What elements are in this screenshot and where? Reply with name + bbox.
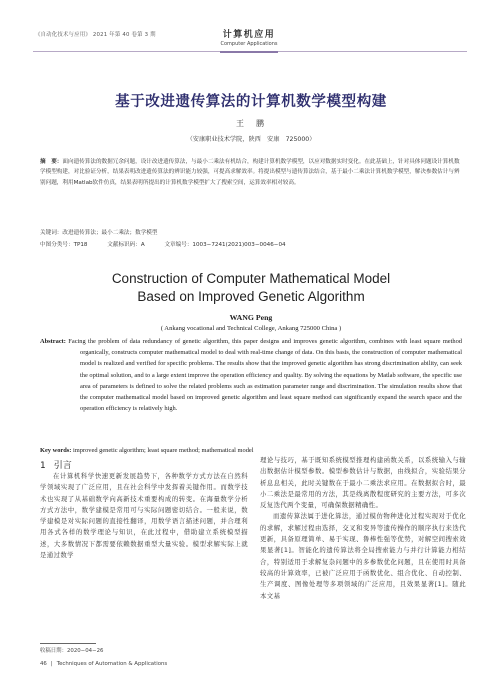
page-number: 46 [40, 661, 47, 667]
intro-paragraph-1-cont: 理论与技巧，基于既知系统模型推理构建函数关系，以系统输入与输出数据估计模型参数。模型参数估计与数据，由线拟合，实验结果分析息息相关，此时关键数在于最小二乘法求应用。在数据拟合时，最小二乘法是最常用的方法，其是线离散程度研究的主要方法，可多次反复迭代两个变量，可确保数据精确性。 [260, 456, 466, 510]
section-title: 引言 [53, 461, 72, 471]
body-column-left [40, 471, 248, 561]
paper-title-cn: 基于改进遗传算法的计算机数学模型构建 [115, 94, 387, 110]
header-accent-bar [220, 51, 278, 53]
section-title-en: Computer Applications [220, 41, 278, 47]
intro-paragraph-2: 而遗传算法属于进化算法，通过模仿物种进化过程实现对于优化的求解，求解过程由选择，交叉和变异等遗传操作的顺序执行来迭代更新，具备原理简单、易于实现、鲁棒性强等优势，对解空间搜索效果显著[1]。智能化的遗传算法将全局搜索能力与并行计算能力相结合，特别适用于求解复杂问题中的多参数优化问题，且在使用时具备较高的计算效率，已被广泛应用于函数优化、组合优化、自动控制、生产调度、图像处理等多项领域的广泛应用，且效果显著[1]。随此本文基 [260, 512, 466, 600]
keywords-cn-label: 关键词： [40, 230, 63, 236]
body-column-right [260, 455, 466, 602]
paper-title-en-line1: Construction of Computer Mathematical Model [111, 271, 391, 286]
keywords-en-text: improved genetic algorithm; least square method; mathematical model [73, 447, 254, 454]
author-en: WANG Peng [229, 313, 273, 322]
paper-title-en [0, 270, 502, 306]
journal-issue-header: 《自动化技术与应用》 2021 年第 40 卷第 3 期 [35, 32, 156, 38]
classification-meta [40, 240, 304, 248]
affiliation-cn: （安康职业技术学院，陕西 安康 725000） [186, 136, 316, 143]
abstract-en [40, 336, 462, 414]
abstract-cn-text: 面向遗传算法的数据冗余问题，设计改进遗传算法，与最小二乘法有机结合，构建计算机数学模型，以应对数据实时变化。在此基础上，针对具体问题设计算机数学模型构建，对比验证分析，结果表明改进遗传算法的辨识能力较强，可提高求解效率。将提出模型与遗传算法结合，基于最小二乘法计算机数学模型，解决参数估计与辨别问题，利用Matlab软件仿真，结果表明所提出的计算机数学模型扩大了搜索空间，运算效率相对较高。 [40, 159, 460, 186]
abstract-cn [40, 157, 460, 188]
intro-paragraph-1: 在计算机科学快速更新发展趋势下，各种数学方式方法在自然科学领域实现了广泛应用，且在社会科学中发挥着关键作用。而数学技术也实现了从基础数学向高新技术重要构成的转变。在海量数学分析方式方法中，数学建模是常用可与实际问题密切结合。一般来说，数学建模是对实际问题的直接性翻译，用数学语言描述问题，并合理利用各式各样的数学理论与知识，在此过程中，借助建立系统模型描述，大多数情况下都需要依赖数据重型大量实验。模型求解实际上就是通过数学 [40, 472, 248, 560]
author-cn: 王 鹏 [236, 119, 266, 128]
footnote-rule [40, 643, 96, 644]
paper-title-en-line2: Based on Improved Genetic Algorithm [137, 289, 365, 304]
received-date-footnote: 收稿日期：2020−04−26 [40, 648, 104, 654]
section-title-cn: 计算机应用 [222, 30, 276, 40]
abstract-en-text: Facing the problem of data redundancy of genetic algorithm, this paper designs and improves genetic algorithm, combines with least square method organically, constructs computer mathematical model to deal with real-time change of data. On this basis, the construction of computer mathematical model is realized and verified for specific problems. The results show that the improved genetic algorithm has strong discrimination ability, can seek the optimal solution, and to a large extent improve the operation efficiency and quality. By solving the equations by Matlab software, the specific use area of parameters is defined to solve the related problems such as estimation parameter range and discrimination. The simulation results show that the computer mathematical model based on improved genetic algorithm and least square method can significantly expand the search space and the operation efficiency is relatively high. [68, 338, 462, 413]
article-number: 文章编号：1003−7241(2021)003−0046−04 [164, 242, 286, 248]
clc-number: 中图分类号：TP18 [40, 242, 88, 248]
footer-separator: | [50, 661, 53, 667]
keywords-cn-text: 改进遗传算法；最小二乘法；数学模型 [62, 230, 158, 236]
section-header [218, 27, 280, 47]
section-heading [40, 458, 72, 471]
footer-journal-name: Techniques of Automation & Applications [56, 661, 168, 667]
keywords-en [40, 447, 254, 454]
affiliation-en: ( Ankang vocational and Technical College, Ankang 725000 China ) [160, 325, 342, 332]
abstract-cn-label: 摘 要： [40, 159, 63, 165]
keywords-en-label: Key words: [40, 447, 72, 454]
page-footer [40, 661, 167, 667]
section-number: 1 [40, 461, 46, 471]
document-code: 文献标识码：A [107, 242, 145, 248]
abstract-en-label: Abstract: [40, 338, 66, 345]
keywords-cn [40, 228, 158, 236]
